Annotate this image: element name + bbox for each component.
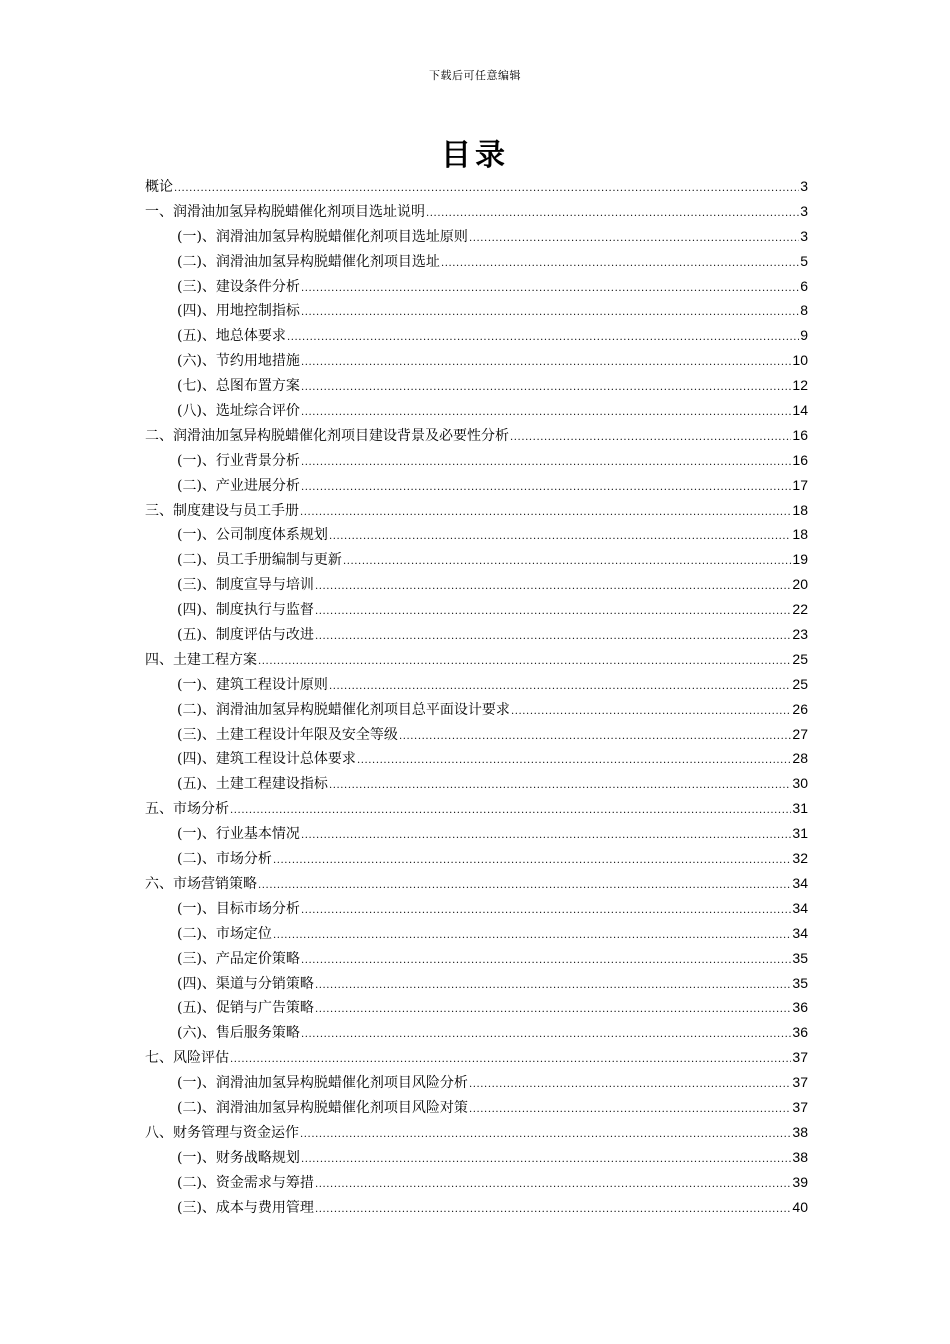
toc-entry-label: (二)、市场定位 bbox=[177, 925, 272, 942]
toc-dot-leader bbox=[258, 650, 791, 675]
toc-entry-page-number: 5 bbox=[800, 252, 808, 269]
toc-entry-label: (七)、总图布置方案 bbox=[177, 378, 300, 395]
toc-entry-page-number: 17 bbox=[792, 476, 808, 493]
toc-entry[interactable] bbox=[145, 498, 808, 523]
toc-dot-leader bbox=[469, 1073, 791, 1098]
toc-entry[interactable] bbox=[145, 722, 808, 747]
toc-entry[interactable] bbox=[145, 846, 808, 871]
toc-dot-leader bbox=[174, 177, 799, 202]
toc-entry-label: 七、风险评估 bbox=[145, 1050, 229, 1067]
toc-entry-page-number: 27 bbox=[792, 725, 808, 742]
toc-entry[interactable] bbox=[145, 622, 808, 647]
toc-entry-label: (四)、渠道与分销策略 bbox=[177, 975, 314, 992]
toc-dot-leader bbox=[301, 277, 799, 302]
toc-entry-page-number: 38 bbox=[792, 1148, 808, 1165]
toc-entry-label: (一)、行业基本情况 bbox=[177, 826, 300, 843]
toc-entry[interactable] bbox=[145, 1170, 808, 1195]
toc-entry-label: (四)、制度执行与监督 bbox=[177, 602, 314, 619]
toc-dot-leader bbox=[300, 1123, 791, 1148]
toc-entry-page-number: 31 bbox=[792, 825, 808, 842]
toc-entry[interactable] bbox=[145, 224, 808, 249]
toc-entry-page-number: 30 bbox=[792, 775, 808, 792]
toc-entry-page-number: 18 bbox=[792, 501, 808, 518]
toc-dot-leader bbox=[287, 326, 799, 351]
toc-dot-leader bbox=[301, 1148, 791, 1173]
toc-dot-leader bbox=[230, 1048, 791, 1073]
toc-entry[interactable] bbox=[145, 796, 808, 821]
toc-dot-leader bbox=[315, 998, 791, 1023]
toc-entry-page-number: 19 bbox=[792, 551, 808, 568]
toc-entry[interactable] bbox=[145, 1045, 808, 1070]
toc-entry-page-number: 38 bbox=[792, 1123, 808, 1140]
toc-entry[interactable] bbox=[145, 746, 808, 771]
toc-entry-label: (五)、土建工程建设指标 bbox=[177, 776, 328, 793]
toc-entry-label: (一)、公司制度体系规划 bbox=[177, 527, 328, 544]
toc-dot-leader bbox=[301, 899, 791, 924]
toc-entry[interactable] bbox=[145, 821, 808, 846]
toc-entry-label: (一)、目标市场分析 bbox=[177, 900, 300, 917]
toc-entry-label: (二)、润滑油加氢异构脱蜡催化剂项目选址 bbox=[177, 253, 440, 270]
toc-entry[interactable] bbox=[145, 672, 808, 697]
toc-entry[interactable] bbox=[145, 298, 808, 323]
toc-entry-label: (三)、土建工程设计年限及安全等级 bbox=[177, 726, 398, 743]
toc-entry[interactable] bbox=[145, 896, 808, 921]
toc-entry[interactable] bbox=[145, 871, 808, 896]
toc-entry[interactable] bbox=[145, 448, 808, 473]
toc-entry-page-number: 10 bbox=[792, 352, 808, 369]
toc-dot-leader bbox=[301, 351, 791, 376]
toc-entry[interactable] bbox=[145, 597, 808, 622]
toc-entry[interactable] bbox=[145, 921, 808, 946]
toc-entry-page-number: 3 bbox=[800, 178, 808, 194]
header-note: 下载后可任意编辑 bbox=[429, 69, 521, 82]
toc-entry[interactable] bbox=[145, 1195, 808, 1220]
toc-entry-label: (五)、地总体要求 bbox=[177, 328, 286, 345]
toc-entry-label: (六)、节约用地措施 bbox=[177, 353, 300, 370]
toc-dot-leader bbox=[469, 1098, 791, 1123]
toc-entry-page-number: 20 bbox=[792, 576, 808, 593]
toc-entry-label: (六)、售后服务策略 bbox=[177, 1025, 300, 1042]
toc-entry[interactable] bbox=[145, 647, 808, 672]
toc-entry-page-number: 32 bbox=[792, 850, 808, 867]
toc-dot-leader bbox=[426, 202, 799, 227]
toc-entry[interactable] bbox=[145, 174, 808, 199]
toc-entry-label: (四)、用地控制指标 bbox=[177, 303, 300, 320]
toc-entry-label: (一)、建筑工程设计原则 bbox=[177, 676, 328, 693]
toc-dot-leader bbox=[329, 675, 791, 700]
toc-entry-page-number: 34 bbox=[792, 874, 808, 891]
toc-entry[interactable] bbox=[145, 697, 808, 722]
toc-entry-page-number: 31 bbox=[792, 800, 808, 817]
toc-entry-label: (一)、行业背景分析 bbox=[177, 452, 300, 469]
toc-dot-leader bbox=[301, 451, 791, 476]
toc-entry[interactable] bbox=[145, 946, 808, 971]
toc-entry-page-number: 3 bbox=[800, 227, 808, 244]
toc-entry[interactable] bbox=[145, 423, 808, 448]
toc-entry-label: 三、制度建设与员工手册 bbox=[145, 502, 299, 519]
toc-entry[interactable] bbox=[145, 522, 808, 547]
toc-entry[interactable] bbox=[145, 995, 808, 1020]
toc-entry[interactable] bbox=[145, 398, 808, 423]
toc-entry[interactable] bbox=[145, 1145, 808, 1170]
toc-dot-leader bbox=[315, 625, 791, 650]
toc-dot-leader bbox=[301, 301, 799, 326]
toc-entry-page-number: 25 bbox=[792, 650, 808, 667]
toc-entry-page-number: 9 bbox=[800, 327, 808, 344]
toc-entry-page-number: 39 bbox=[792, 1173, 808, 1190]
toc-entry[interactable] bbox=[145, 323, 808, 348]
page-title: 目录 bbox=[441, 138, 509, 173]
toc-entry-label: 二、润滑油加氢异构脱蜡催化剂项目建设背景及必要性分析 bbox=[145, 427, 509, 444]
toc-entry-label: 概论 bbox=[145, 179, 173, 195]
toc-dot-leader bbox=[441, 252, 799, 277]
toc-entry-page-number: 40 bbox=[792, 1198, 808, 1215]
toc-entry-label: (二)、产业进展分析 bbox=[177, 477, 300, 494]
toc-dot-leader bbox=[469, 227, 799, 252]
toc-entry-label: (二)、资金需求与筹措 bbox=[177, 1174, 314, 1191]
toc-dot-leader bbox=[357, 749, 791, 774]
toc-entry-page-number: 8 bbox=[800, 302, 808, 319]
toc-entry-label: (二)、润滑油加氢异构脱蜡催化剂项目风险对策 bbox=[177, 1099, 468, 1116]
toc-entry-page-number: 36 bbox=[792, 999, 808, 1016]
toc-entry-page-number: 36 bbox=[792, 1024, 808, 1041]
toc-entry[interactable] bbox=[145, 1095, 808, 1120]
toc-dot-leader bbox=[510, 426, 791, 451]
toc-entry-label: 一、润滑油加氢异构脱蜡催化剂项目选址说明 bbox=[145, 203, 425, 220]
table-of-contents bbox=[145, 174, 808, 1219]
toc-entry-page-number: 22 bbox=[792, 601, 808, 618]
toc-entry-label: 六、市场营销策略 bbox=[145, 875, 257, 892]
toc-entry[interactable] bbox=[145, 473, 808, 498]
toc-entry-label: (二)、润滑油加氢异构脱蜡催化剂项目总平面设计要求 bbox=[177, 701, 510, 718]
toc-entry[interactable] bbox=[145, 1020, 808, 1045]
toc-dot-leader bbox=[301, 401, 791, 426]
toc-dot-leader bbox=[273, 924, 791, 949]
toc-entry-label: (一)、财务战略规划 bbox=[177, 1149, 300, 1166]
toc-dot-leader bbox=[301, 824, 791, 849]
toc-dot-leader bbox=[301, 476, 791, 501]
toc-entry[interactable] bbox=[145, 348, 808, 373]
toc-entry-label: (五)、促销与广告策略 bbox=[177, 1000, 314, 1017]
toc-entry-page-number: 16 bbox=[792, 426, 808, 443]
toc-entry[interactable] bbox=[145, 572, 808, 597]
toc-entry-page-number: 12 bbox=[792, 377, 808, 394]
toc-dot-leader bbox=[511, 700, 791, 725]
toc-dot-leader bbox=[315, 1198, 791, 1223]
toc-entry-label: (四)、建筑工程设计总体要求 bbox=[177, 751, 356, 768]
toc-dot-leader bbox=[301, 1023, 791, 1048]
toc-entry-label: (一)、润滑油加氢异构脱蜡催化剂项目风险分析 bbox=[177, 1075, 468, 1092]
toc-entry[interactable] bbox=[145, 771, 808, 796]
toc-entry-page-number: 34 bbox=[792, 924, 808, 941]
toc-entry-label: (一)、润滑油加氢异构脱蜡催化剂项目选址原则 bbox=[177, 228, 468, 245]
toc-entry-label: (三)、制度宣导与培训 bbox=[177, 577, 314, 594]
toc-entry-page-number: 35 bbox=[792, 949, 808, 966]
toc-dot-leader bbox=[329, 525, 791, 550]
toc-dot-leader bbox=[300, 501, 791, 526]
toc-entry[interactable] bbox=[145, 274, 808, 299]
toc-entry-page-number: 34 bbox=[792, 899, 808, 916]
toc-entry-page-number: 35 bbox=[792, 974, 808, 991]
toc-dot-leader bbox=[301, 376, 791, 401]
toc-dot-leader bbox=[315, 1173, 791, 1198]
toc-entry[interactable] bbox=[145, 1120, 808, 1145]
toc-entry-label: 八、财务管理与资金运作 bbox=[145, 1124, 299, 1141]
toc-dot-leader bbox=[315, 974, 791, 999]
toc-entry-page-number: 25 bbox=[792, 675, 808, 692]
toc-entry[interactable] bbox=[145, 249, 808, 274]
toc-entry[interactable] bbox=[145, 971, 808, 996]
toc-entry[interactable] bbox=[145, 547, 808, 572]
toc-dot-leader bbox=[258, 874, 791, 899]
toc-entry-page-number: 28 bbox=[792, 750, 808, 767]
toc-entry-page-number: 26 bbox=[792, 700, 808, 717]
toc-entry-page-number: 16 bbox=[792, 451, 808, 468]
toc-dot-leader bbox=[399, 725, 791, 750]
toc-entry-page-number: 14 bbox=[792, 402, 808, 419]
toc-entry-label: (三)、成本与费用管理 bbox=[177, 1199, 314, 1216]
toc-entry-label: (五)、制度评估与改进 bbox=[177, 627, 314, 644]
toc-entry-label: (三)、产品定价策略 bbox=[177, 950, 300, 967]
toc-entry[interactable] bbox=[145, 199, 808, 224]
toc-dot-leader bbox=[315, 600, 791, 625]
toc-entry-label: 四、土建工程方案 bbox=[145, 651, 257, 668]
toc-entry-label: (八)、选址综合评价 bbox=[177, 403, 300, 420]
toc-entry-label: 五、市场分析 bbox=[145, 801, 229, 818]
toc-entry[interactable] bbox=[145, 373, 808, 398]
toc-dot-leader bbox=[230, 799, 791, 824]
toc-entry-label: (二)、员工手册编制与更新 bbox=[177, 552, 342, 569]
toc-entry-page-number: 37 bbox=[792, 1049, 808, 1066]
toc-entry-page-number: 6 bbox=[800, 277, 808, 294]
toc-dot-leader bbox=[301, 949, 791, 974]
toc-dot-leader bbox=[329, 774, 791, 799]
toc-entry-page-number: 18 bbox=[792, 526, 808, 543]
toc-dot-leader bbox=[273, 849, 791, 874]
toc-entry-page-number: 37 bbox=[792, 1098, 808, 1115]
toc-entry[interactable] bbox=[145, 1070, 808, 1095]
toc-dot-leader bbox=[343, 550, 791, 575]
toc-entry-label: (三)、建设条件分析 bbox=[177, 278, 300, 295]
toc-entry-label: (二)、市场分析 bbox=[177, 851, 272, 868]
toc-entry-page-number: 23 bbox=[792, 626, 808, 643]
toc-entry-page-number: 37 bbox=[792, 1074, 808, 1091]
toc-entry-page-number: 3 bbox=[800, 202, 808, 219]
toc-dot-leader bbox=[315, 575, 791, 600]
